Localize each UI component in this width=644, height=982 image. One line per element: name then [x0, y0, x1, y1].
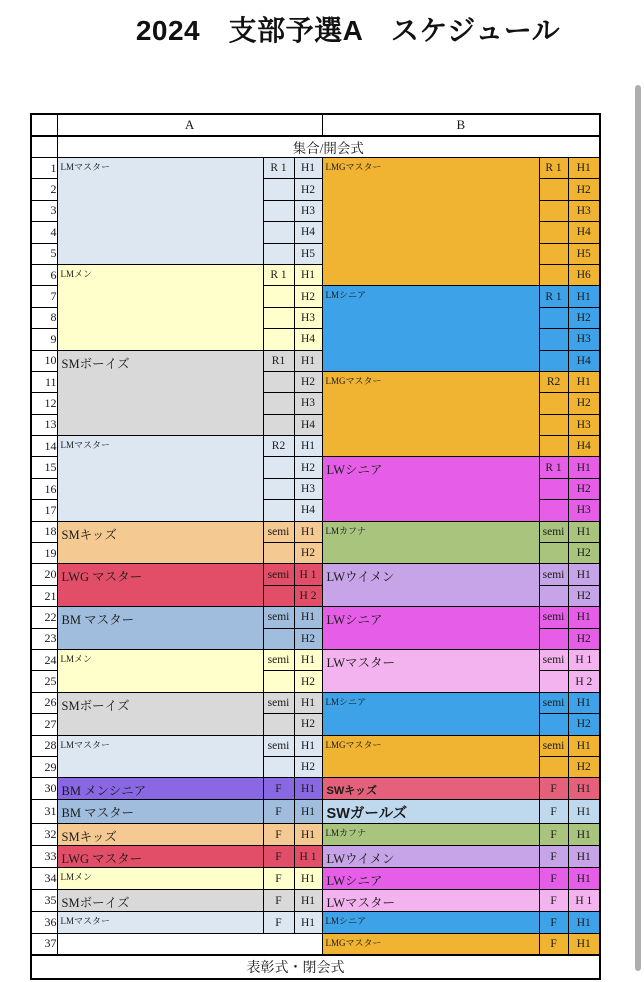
round-cell-b: F — [539, 800, 568, 824]
heat-cell-b: H3 — [568, 414, 600, 435]
heat-cell-b: H1 — [568, 735, 600, 756]
heat-cell-b: H 1 — [568, 890, 600, 912]
heat-cell-a: H3 — [294, 393, 322, 414]
heat-cell-a: H2 — [294, 371, 322, 392]
category-cell-b: LWシニア — [322, 607, 539, 650]
round-cell-a: semi — [263, 607, 294, 628]
round-cell-b: semi — [539, 564, 568, 585]
heat-cell-b: H1 — [568, 521, 600, 542]
category-cell-a: LMメン — [57, 264, 263, 350]
heat-cell-a: H3 — [294, 200, 322, 221]
round-cell-b: semi — [539, 692, 568, 713]
row-number-cell: 30 — [31, 778, 57, 800]
heat-cell-a: H4 — [294, 500, 322, 521]
round-cell-a: F — [263, 912, 294, 933]
round-cell-a: R2 — [263, 436, 294, 457]
row-number-cell: 8 — [31, 307, 57, 328]
round-cell-b: F — [539, 824, 568, 846]
heat-cell-a: H2 — [294, 756, 322, 777]
row-number-cell: 7 — [31, 286, 57, 307]
round-cell-b — [539, 200, 568, 221]
category-cell-b: LWマスター — [322, 890, 539, 912]
category-cell-b: LWマスター — [322, 649, 539, 692]
heat-cell-b: H3 — [568, 200, 600, 221]
category-cell-a: SMキッズ — [57, 521, 263, 564]
row-number-cell: 27 — [31, 714, 57, 735]
round-cell-a — [263, 286, 294, 307]
heat-cell-a: H3 — [294, 478, 322, 499]
schedule-row — [31, 933, 600, 954]
heat-cell-a: H1 — [294, 868, 322, 890]
round-cell-b — [539, 179, 568, 200]
heat-cell-b: H1 — [568, 800, 600, 824]
heat-cell-b: H3 — [568, 500, 600, 521]
heat-cell-a: H4 — [294, 414, 322, 435]
heat-cell-b: H1 — [568, 607, 600, 628]
round-cell-a: F — [263, 868, 294, 890]
round-cell-b: F — [539, 868, 568, 890]
round-cell-b — [539, 500, 568, 521]
schedule-header-section — [31, 114, 600, 158]
round-cell-b — [539, 243, 568, 264]
round-cell-b: F — [539, 912, 568, 933]
category-cell-b: LMGマスター — [322, 735, 539, 778]
corner-cell — [31, 114, 57, 136]
schedule-row — [31, 649, 600, 670]
category-cell-b: LMシニア — [322, 912, 539, 933]
round-cell-b: semi — [539, 521, 568, 542]
row-number-cell: 12 — [31, 393, 57, 414]
heat-cell-a: H1 — [294, 890, 322, 912]
schedule-row — [31, 846, 600, 868]
assembly-row — [31, 136, 600, 158]
row-number-cell: 6 — [31, 264, 57, 285]
category-cell-b: LMシニア — [322, 692, 539, 735]
category-cell-a: LMメン — [57, 868, 263, 890]
heat-cell-a: H1 — [294, 912, 322, 933]
category-cell-b: LWウイメン — [322, 846, 539, 868]
round-cell-b: F — [539, 890, 568, 912]
round-cell-b: R 1 — [539, 286, 568, 307]
round-cell-a — [263, 628, 294, 649]
closing-row — [31, 955, 600, 979]
category-cell-a: SMボーイズ — [57, 890, 263, 912]
category-cell-a: LMマスター — [57, 735, 263, 778]
category-cell-b: LMカフナ — [322, 824, 539, 846]
heat-cell-b: H1 — [568, 286, 600, 307]
round-cell-b — [539, 671, 568, 692]
category-cell-a: LMマスター — [57, 912, 263, 933]
heat-cell-b: H1 — [568, 778, 600, 800]
category-cell-b: SWキッズ — [322, 778, 539, 800]
schedule-row — [31, 564, 600, 585]
round-cell-b: R2 — [539, 371, 568, 392]
schedule-row — [31, 692, 600, 713]
schedule-row — [31, 735, 600, 756]
round-cell-a — [263, 756, 294, 777]
schedule-footer-section — [31, 955, 600, 979]
column-header-a: A — [57, 114, 322, 136]
category-cell-a: LMメン — [57, 649, 263, 692]
category-cell-a: BM マスター — [57, 800, 263, 824]
round-cell-b: semi — [539, 735, 568, 756]
category-cell-b: LMGマスター — [322, 933, 539, 954]
row-number-cell: 10 — [31, 350, 57, 371]
row-number-cell: 28 — [31, 735, 57, 756]
row-number-cell: 29 — [31, 756, 57, 777]
heat-cell-b: H2 — [568, 543, 600, 564]
row-number-cell: 21 — [31, 585, 57, 606]
round-cell-a — [263, 371, 294, 392]
round-cell-a — [263, 243, 294, 264]
row-number-cell: 26 — [31, 692, 57, 713]
scrollbar-thumb[interactable] — [635, 85, 641, 971]
round-cell-a — [263, 671, 294, 692]
heat-cell-b: H2 — [568, 714, 600, 735]
category-cell-a: LMマスター — [57, 158, 263, 265]
category-cell-b: LMGマスター — [322, 371, 539, 457]
row-number-cell: 13 — [31, 414, 57, 435]
heat-cell-b: H1 — [568, 846, 600, 868]
row-number-cell: 23 — [31, 628, 57, 649]
heat-cell-b: H1 — [568, 158, 600, 179]
column-header-row — [31, 114, 600, 136]
schedule-row — [31, 607, 600, 628]
row-number-cell: 1 — [31, 158, 57, 179]
schedule-row — [31, 868, 600, 890]
heat-cell-b: H1 — [568, 933, 600, 954]
round-cell-b: R 1 — [539, 457, 568, 478]
category-cell-a: BM マスター — [57, 607, 263, 650]
row-number-cell: 35 — [31, 890, 57, 912]
schedule-row — [31, 890, 600, 912]
column-header-b: B — [322, 114, 600, 136]
category-cell-a: SMボーイズ — [57, 350, 263, 436]
schedule-row — [31, 158, 600, 179]
heat-cell-a: H1 — [294, 521, 322, 542]
heat-cell-b: H6 — [568, 264, 600, 285]
closing-label: 表彰式・閉会式 — [31, 955, 600, 979]
assembly-label: 集合/開会式 — [57, 136, 600, 158]
row-number-cell: 2 — [31, 179, 57, 200]
row-number-cell: 16 — [31, 478, 57, 499]
heat-cell-a: H1 — [294, 158, 322, 179]
heat-cell-a: H2 — [294, 628, 322, 649]
category-cell-a: BM メンシニア — [57, 778, 263, 800]
round-cell-b — [539, 714, 568, 735]
round-cell-a — [263, 307, 294, 328]
round-cell-a: R 1 — [263, 158, 294, 179]
round-cell-a: F — [263, 890, 294, 912]
heat-cell-a: H 2 — [294, 585, 322, 606]
heat-cell-a: H1 — [294, 350, 322, 371]
row-number-cell: 33 — [31, 846, 57, 868]
heat-cell-b: H1 — [568, 564, 600, 585]
heat-cell-b: H2 — [568, 756, 600, 777]
schedule-row — [31, 778, 600, 800]
heat-cell-a: H1 — [294, 778, 322, 800]
round-cell-b — [539, 543, 568, 564]
row-number-cell: 9 — [31, 329, 57, 350]
row-number-cell: 4 — [31, 222, 57, 243]
category-cell-a: SMボーイズ — [57, 692, 263, 735]
row-number-cell: 20 — [31, 564, 57, 585]
round-cell-a — [263, 329, 294, 350]
round-cell-a — [263, 543, 294, 564]
category-cell-a: LMマスター — [57, 436, 263, 522]
schedule-row — [31, 824, 600, 846]
heat-cell-a: H 1 — [294, 564, 322, 585]
row-number-cell: 17 — [31, 500, 57, 521]
category-cell-a: LWG マスター — [57, 564, 263, 607]
category-cell-b: SWガールズ — [322, 800, 539, 824]
heat-cell-b: H2 — [568, 179, 600, 200]
heat-cell-a: H1 — [294, 649, 322, 670]
heat-cell-b: H2 — [568, 628, 600, 649]
heat-cell-b: H1 — [568, 868, 600, 890]
schedule-row — [31, 912, 600, 933]
round-cell-a — [263, 222, 294, 243]
row-number-cell: 11 — [31, 371, 57, 392]
round-cell-a: semi — [263, 649, 294, 670]
heat-cell-a: H1 — [294, 692, 322, 713]
category-cell-a: LWG マスター — [57, 846, 263, 868]
heat-cell-a: H1 — [294, 264, 322, 285]
heat-cell-b: H2 — [568, 307, 600, 328]
heat-cell-a: H3 — [294, 307, 322, 328]
schedule-rows — [31, 158, 600, 955]
heat-cell-b: H2 — [568, 478, 600, 499]
round-cell-b — [539, 350, 568, 371]
row-number-cell: 25 — [31, 671, 57, 692]
row-number-cell: 18 — [31, 521, 57, 542]
round-cell-b — [539, 414, 568, 435]
category-cell-b: LMGマスター — [322, 158, 539, 286]
round-cell-a — [263, 393, 294, 414]
round-cell-a: F — [263, 778, 294, 800]
heat-cell-a: H2 — [294, 457, 322, 478]
round-cell-b: F — [539, 778, 568, 800]
round-cell-a — [263, 200, 294, 221]
row-number-cell: 15 — [31, 457, 57, 478]
round-cell-b: F — [539, 933, 568, 954]
heat-cell-a: H2 — [294, 543, 322, 564]
round-cell-b: R 1 — [539, 158, 568, 179]
round-cell-b — [539, 307, 568, 328]
round-cell-a — [263, 714, 294, 735]
category-cell-b: LMシニア — [322, 286, 539, 372]
row-number-cell: 37 — [31, 933, 57, 954]
round-cell-a: semi — [263, 564, 294, 585]
row-number-cell: 3 — [31, 200, 57, 221]
row-number-cell: 36 — [31, 912, 57, 933]
heat-cell-a: H1 — [294, 607, 322, 628]
heat-cell-a: H1 — [294, 735, 322, 756]
heat-cell-b: H1 — [568, 692, 600, 713]
round-cell-b: semi — [539, 607, 568, 628]
heat-cell-b: H3 — [568, 329, 600, 350]
heat-cell-a: H2 — [294, 286, 322, 307]
round-cell-a: semi — [263, 521, 294, 542]
category-cell-b: LMカフナ — [322, 521, 539, 564]
page-title: 2024 支部予選A スケジュール — [135, 15, 561, 46]
round-cell-b — [539, 393, 568, 414]
heat-cell-b: H 2 — [568, 671, 600, 692]
round-cell-b: semi — [539, 649, 568, 670]
heat-cell-a: H4 — [294, 329, 322, 350]
row-number-cell: 32 — [31, 824, 57, 846]
heat-cell-b: H2 — [568, 393, 600, 414]
row-number-cell: 5 — [31, 243, 57, 264]
row-number-cell: 24 — [31, 649, 57, 670]
round-cell-a — [263, 414, 294, 435]
schedule-row — [31, 521, 600, 542]
schedule-row — [31, 800, 600, 824]
row-number-cell: 14 — [31, 436, 57, 457]
round-cell-a: R1 — [263, 350, 294, 371]
row-number-cell: 31 — [31, 800, 57, 824]
heat-cell-a: H4 — [294, 222, 322, 243]
round-cell-b — [539, 329, 568, 350]
heat-cell-a: H1 — [294, 436, 322, 457]
round-cell-a — [263, 500, 294, 521]
round-cell-a: semi — [263, 735, 294, 756]
heat-cell-b: H4 — [568, 436, 600, 457]
round-cell-a: F — [263, 800, 294, 824]
round-cell-b — [539, 585, 568, 606]
round-cell-a: R 1 — [263, 264, 294, 285]
row-number-cell: 34 — [31, 868, 57, 890]
heat-cell-a: H2 — [294, 671, 322, 692]
heat-cell-b: H5 — [568, 243, 600, 264]
round-cell-b — [539, 756, 568, 777]
round-cell-b: F — [539, 846, 568, 868]
heat-cell-b: H2 — [568, 585, 600, 606]
heat-cell-a: H2 — [294, 714, 322, 735]
heat-cell-a: H1 — [294, 824, 322, 846]
round-cell-b — [539, 222, 568, 243]
empty-cell — [57, 933, 322, 954]
category-cell-b: LWシニア — [322, 457, 539, 521]
category-cell-b: LWウイメン — [322, 564, 539, 607]
heat-cell-a: H 1 — [294, 846, 322, 868]
round-cell-b — [539, 628, 568, 649]
round-cell-a: F — [263, 846, 294, 868]
round-cell-b — [539, 436, 568, 457]
category-cell-a: SMキッズ — [57, 824, 263, 846]
heat-cell-b: H 1 — [568, 649, 600, 670]
heat-cell-a: H2 — [294, 179, 322, 200]
round-cell-a — [263, 478, 294, 499]
assembly-number-cell — [31, 136, 57, 158]
round-cell-a — [263, 179, 294, 200]
heat-cell-a: H1 — [294, 800, 322, 824]
round-cell-b — [539, 264, 568, 285]
heat-cell-b: H1 — [568, 457, 600, 478]
heat-cell-b: H1 — [568, 912, 600, 933]
row-number-cell: 19 — [31, 543, 57, 564]
row-number-cell: 22 — [31, 607, 57, 628]
heat-cell-b: H1 — [568, 371, 600, 392]
round-cell-b — [539, 478, 568, 499]
category-cell-b: LWシニア — [322, 868, 539, 890]
round-cell-a — [263, 457, 294, 478]
round-cell-a: F — [263, 824, 294, 846]
round-cell-a — [263, 585, 294, 606]
heat-cell-a: H5 — [294, 243, 322, 264]
heat-cell-b: H4 — [568, 350, 600, 371]
heat-cell-b: H4 — [568, 222, 600, 243]
schedule-table — [30, 113, 601, 980]
heat-cell-b: H1 — [568, 824, 600, 846]
round-cell-a: semi — [263, 692, 294, 713]
